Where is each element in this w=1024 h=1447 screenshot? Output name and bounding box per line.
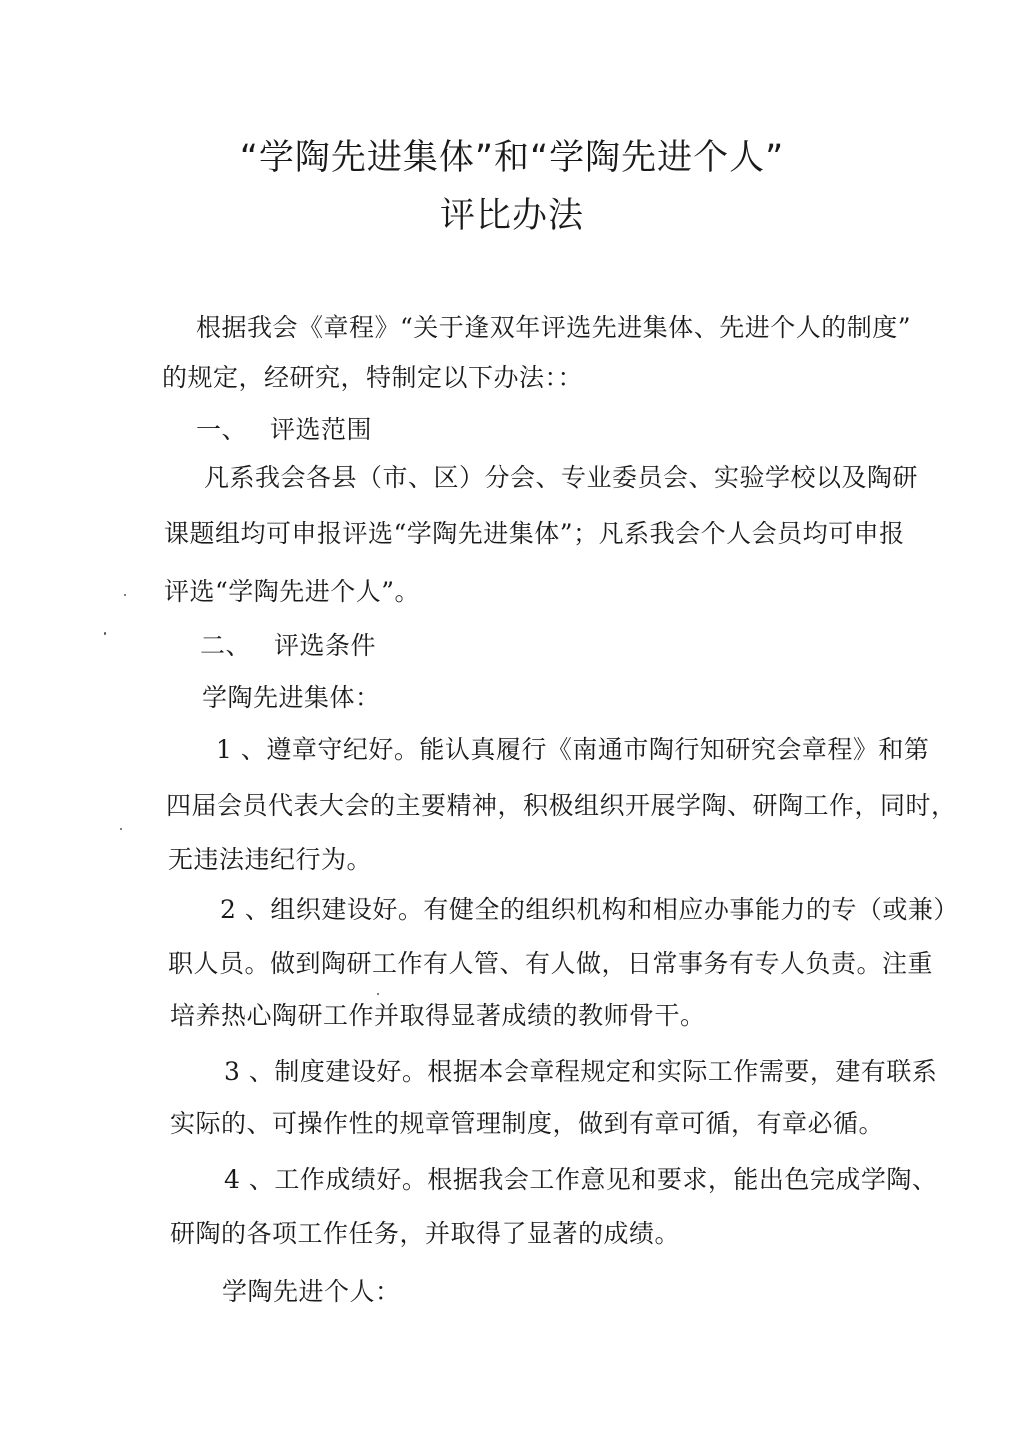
scan-speck xyxy=(377,993,379,995)
individual-label: 学陶先进个人： xyxy=(222,1277,401,1306)
paragraph-line: 无违法违纪行为。 xyxy=(168,845,373,874)
paragraph-line: 课题组均可申报评选“学陶先进集体”；凡系我会个人会员均可申报 xyxy=(164,519,905,548)
paragraph-line: 实际的、可操作性的规章管理制度，做到有章可循，有章必循。 xyxy=(170,1109,885,1138)
section-heading: 评选条件 xyxy=(274,631,377,660)
section-heading: 评选范围 xyxy=(270,415,373,444)
section-number: 一、 xyxy=(196,415,248,444)
paragraph-line: 3 、制度建设好。根据本会章程规定和实际工作需要，建有联系 xyxy=(224,1057,938,1086)
paragraph-line: 2 、组织建设好。有健全的组织机构和相应办事能力的专（或兼） xyxy=(220,895,959,924)
collective-label: 学陶先进集体： xyxy=(202,683,381,712)
paragraph-line: 四届会员代表大会的主要精神，积极组织开展学陶、研陶工作，同时， xyxy=(166,791,957,820)
paragraph-line: 1 、遵章守纪好。能认真履行《南通市陶行知研究会章程》和第 xyxy=(216,735,930,764)
scan-speck xyxy=(104,632,106,635)
paragraph-line: 凡系我会各县（市、区）分会、专业委员会、实验学校以及陶研 xyxy=(204,463,919,492)
section-number: 二、 xyxy=(200,631,252,660)
paragraph-line: 评选“学陶先进个人”。 xyxy=(164,577,421,606)
intro-line: 的规定，经研究，特制定以下办法：： xyxy=(162,363,584,392)
scan-speck xyxy=(120,828,122,830)
paragraph-line: 培养热心陶研工作并取得显著成绩的教师骨干。 xyxy=(170,1001,706,1030)
paragraph-line: 4 、工作成绩好。根据我会工作意见和要求，能出色完成学陶、 xyxy=(224,1165,938,1194)
document-title-line2: 评比办法 xyxy=(439,196,584,236)
scan-speck xyxy=(124,594,126,596)
paragraph-line: 研陶的各项工作任务，并取得了显著的成绩。 xyxy=(170,1219,681,1248)
paragraph-line: 职人员。做到陶研工作有人管、有人做，日常事务有专人负责。注重 xyxy=(168,949,934,978)
document-title-line1: “学陶先进集体”和“学陶先进个人” xyxy=(239,138,785,178)
intro-line: 根据我会《章程》“关于逢双年评选先进集体、先进个人的制度” xyxy=(196,313,912,342)
